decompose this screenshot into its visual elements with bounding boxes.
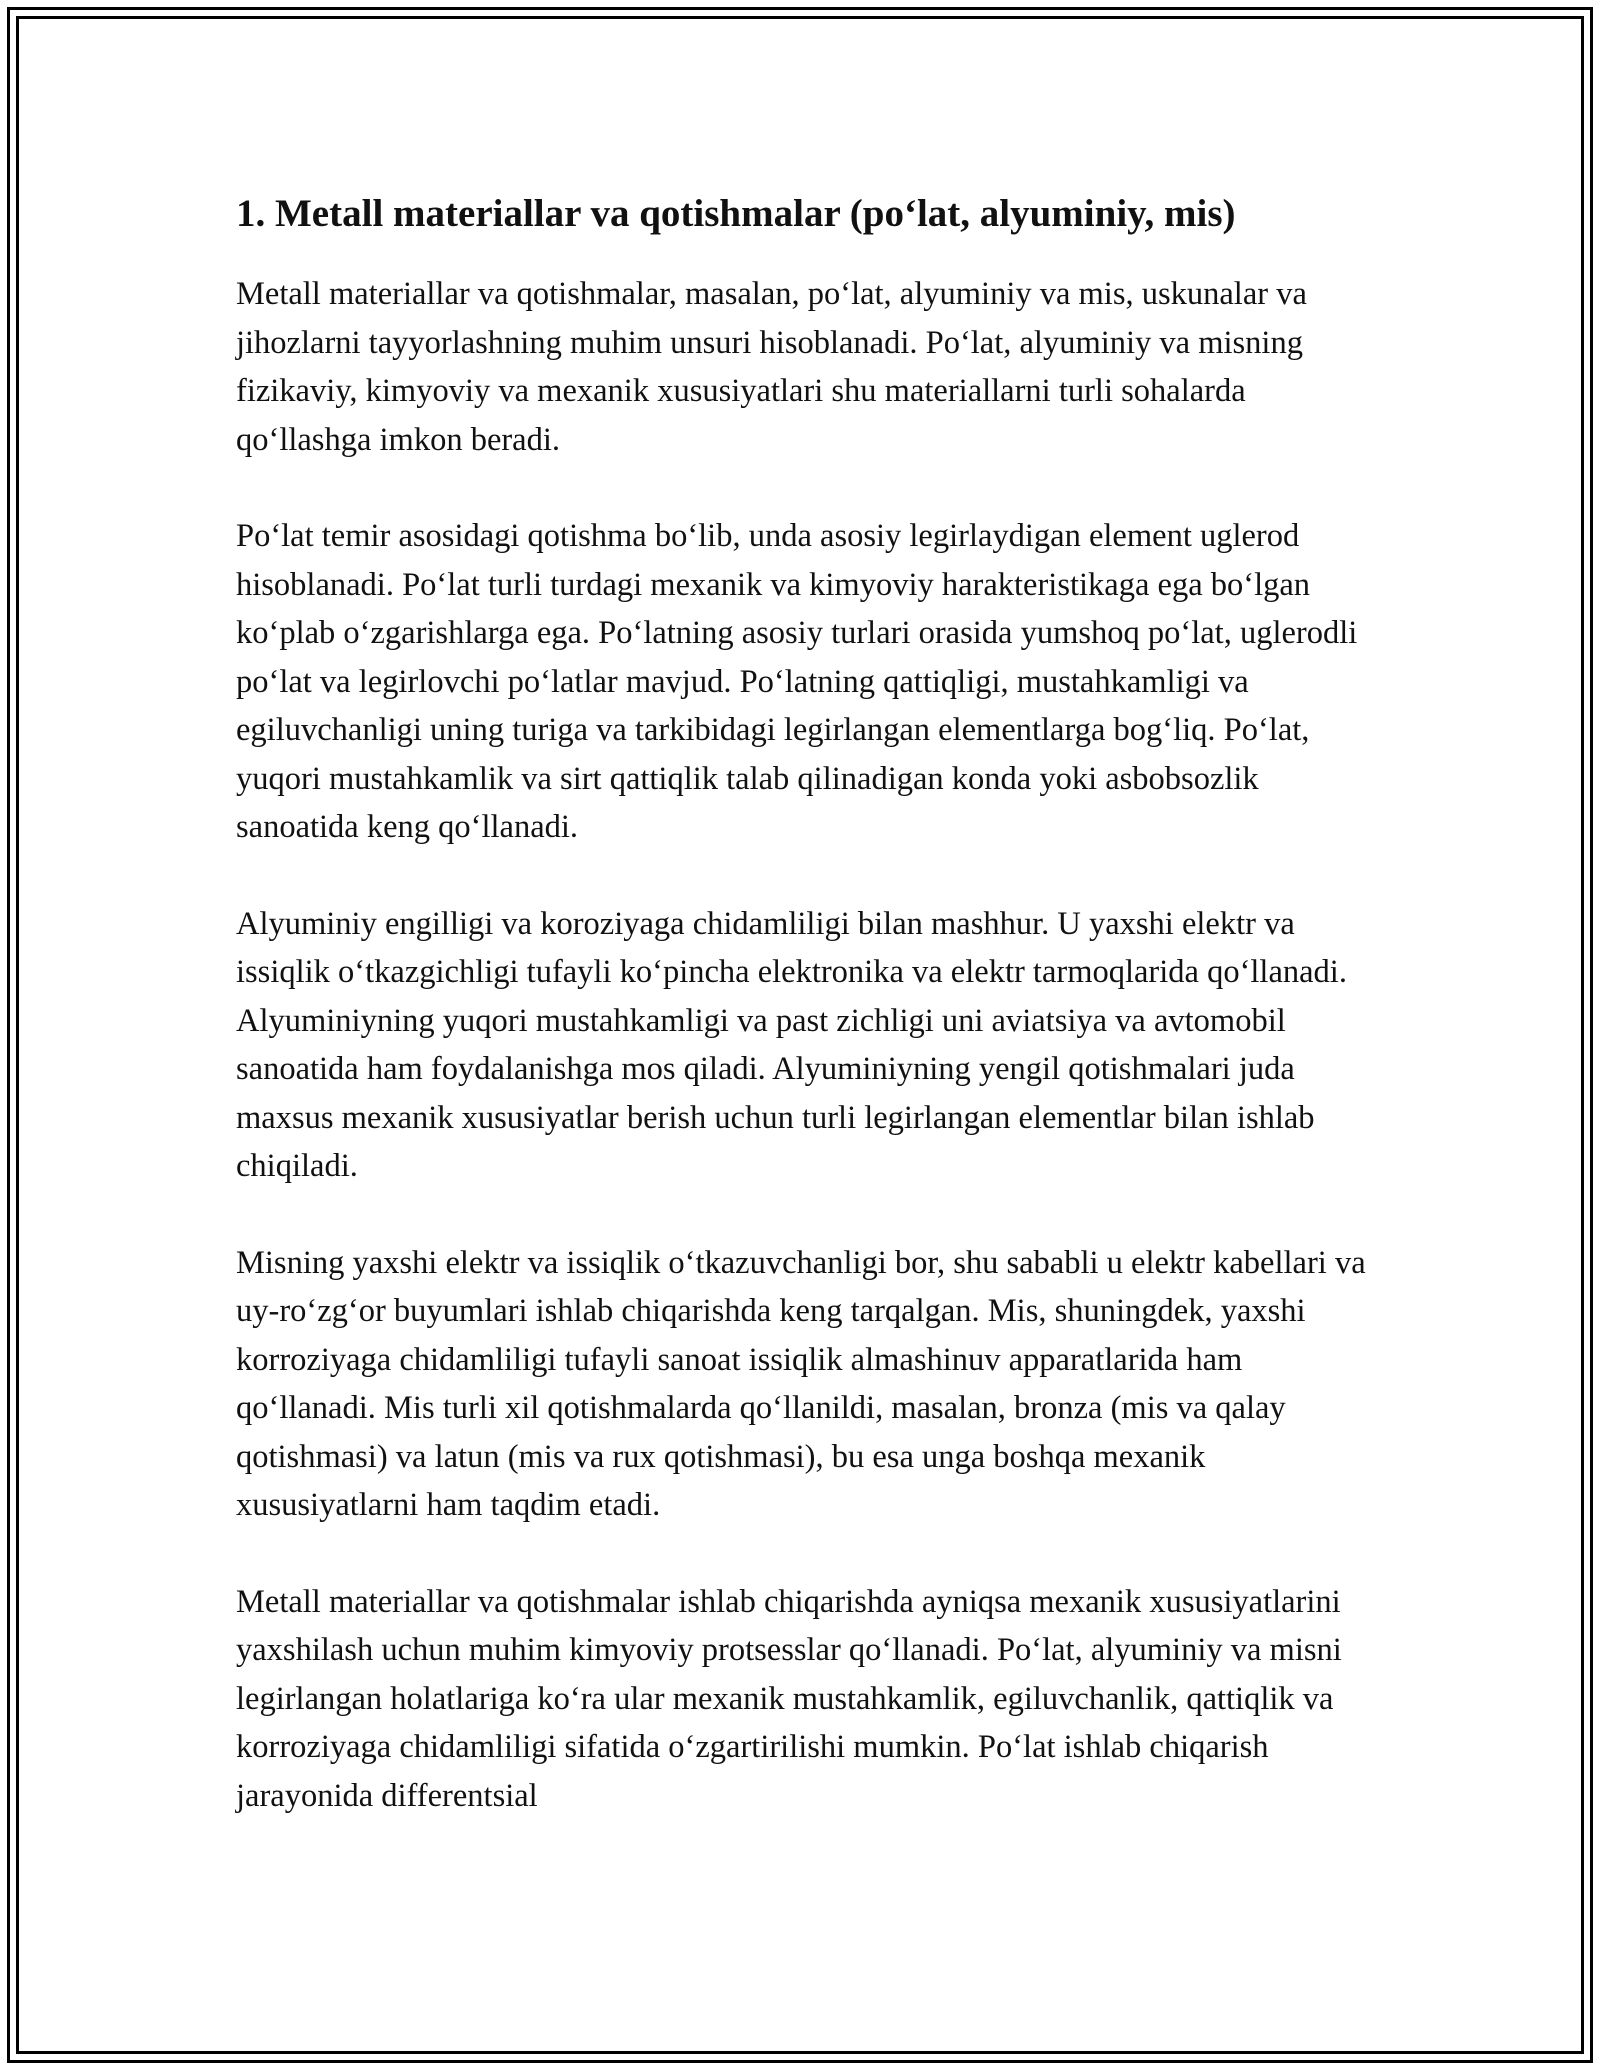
paragraph-aluminium: Alyuminiy engilligi va koroziyaga chidamliligi bilan mashhur. U yaxshi elektr va issiqlik o‘tkazgichligi tufayli ko‘pincha elektronika va elektr tarmoqlarida qo‘llanadi. Alyuminiyning yuqori mustahkamligi va past zichligi uni aviatsiya va avtomobil sanoatida ham foydalanishga mos qiladi. Alyuminiyning yengil qotishmalari juda maxsus mexanik xususiyatlar berish uchun turli legirlangan elementlar bilan ishlab chiqiladi.	[236, 905, 1347, 1184]
document-body	[236, 186, 1376, 1868]
paragraph-copper: Misning yaxshi elektr va issiqlik o‘tkazuvchanligi bor, shu sababli u elektr kabellari va uy-ro‘zg‘or buyumlari ishlab chiqarishda keng tarqalgan. Mis, shuningdek, yaxshi korroziyaga chidamliligi tufayli sanoat issiqlik almashinuv apparatlarida ham qo‘llanadi. Mis turli xil qotishmalarda qo‘llanildi, masalan, bronza (mis va qalay qotishmasi) va latun (mis va rux qotishmasi), bu esa unga boshqa mexanik xususiyatlarni ham taqdim etadi.	[236, 1244, 1366, 1523]
paragraph-steel: Po‘lat temir asosidagi qotishma bo‘lib, unda asosiy legirlaydigan element uglerod hisoblanadi. Po‘lat turli turdagi mexanik va kimyoviy harakteristikaga ega bo‘lgan ko‘plab o‘zgarishlarga ega. Po‘latning asosiy turlari orasida yumshoq po‘lat, uglerodli po‘lat va legirlovchi po‘latlar mavjud. Po‘latning qattiqligi, mustahkamligi va egiluvchanligi uning turiga va tarkibidagi legirlangan elementlarga bog‘liq. Po‘lat, yuqori mustahkamlik va sirt qattiqlik talab qilinadigan konda yoki asbobsozlik sanoatida keng qo‘llanadi.	[236, 518, 1358, 845]
section-heading: 1. Metall materiallar va qotishmalar (po‘lat, alyuminiy, mis)	[236, 192, 1236, 235]
paragraph-processing: Metall materiallar va qotishmalar ishlab chiqarishda ayniqsa mexanik xususiyatlarini yaxshilash uchun muhim kimyoviy protsesslar qo‘llanadi. Po‘lat, alyuminiy va misni legirlangan holatlariga ko‘ra ular mexanik mustahkamlik, egiluvchanlik, qattiqlik va korroziyaga chidamliligi sifatida o‘zgartirilishi mumkin. Po‘lat ishlab chiqarish jarayonida differentsial	[236, 1583, 1342, 1814]
paragraph-intro: Metall materiallar va qotishmalar, masalan, po‘lat, alyuminiy va mis, uskunalar va jihozlarni tayyorlashning muhim unsuri hisoblanadi. Po‘lat, alyuminiy va misning fizikaviy, kimyoviy va mexanik xususiyatlari shu materiallarni turli sohalarda qo‘llashga imkon beradi.	[236, 276, 1307, 458]
